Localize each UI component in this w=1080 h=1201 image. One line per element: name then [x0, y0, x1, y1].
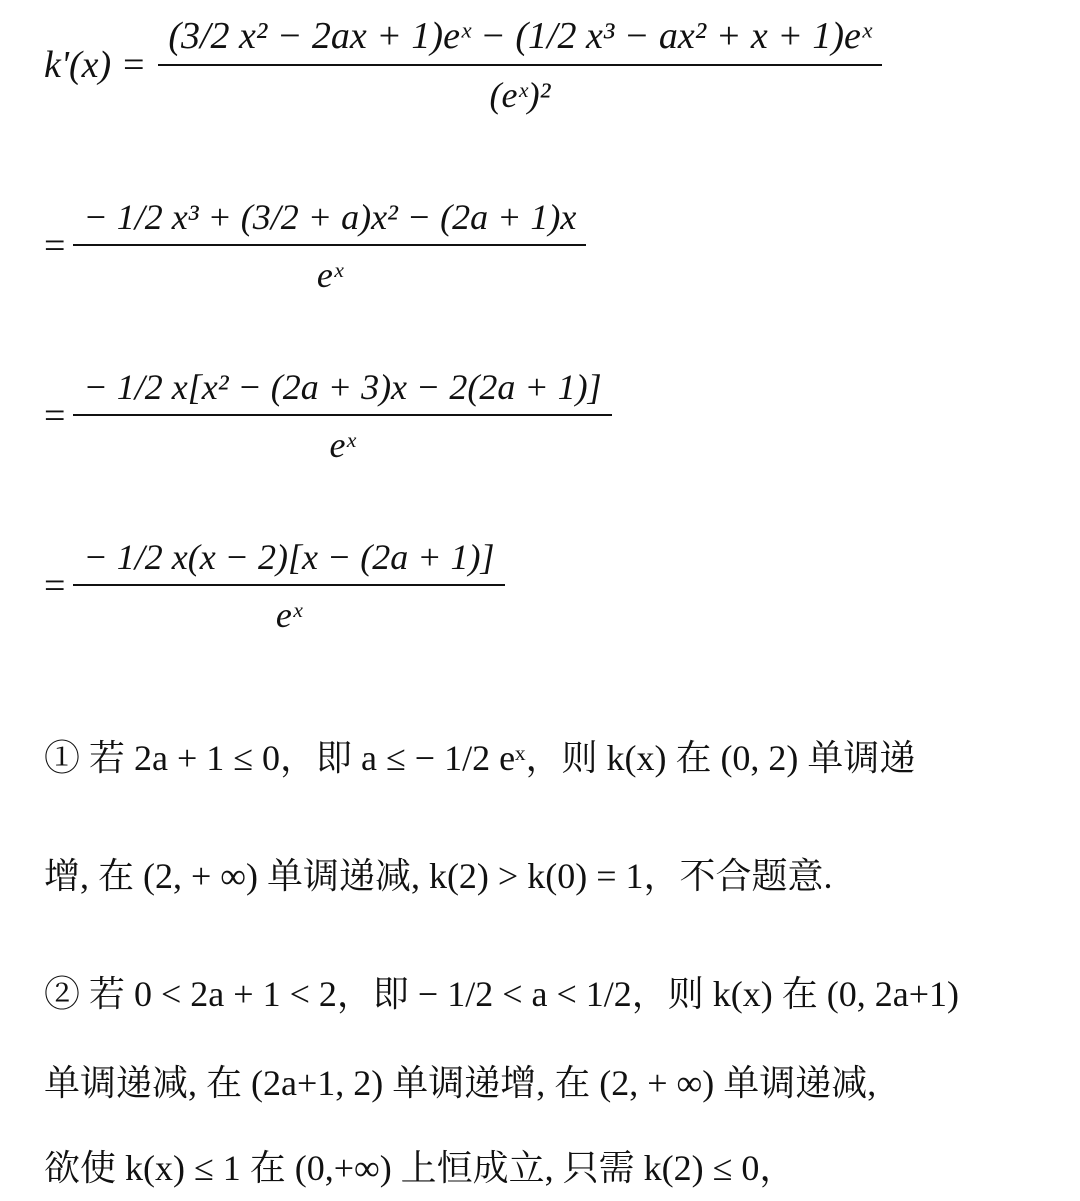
equals-sign: =: [44, 225, 66, 267]
fraction: [73, 536, 504, 636]
denominator: eˣ: [275, 595, 303, 635]
fraction: [73, 196, 586, 296]
derivative-step-4: [44, 536, 505, 636]
denominator: eˣ: [316, 255, 343, 295]
case-2-line-1: ② 若 0 < 2a + 1 < 2，即 − 1/2 < a < 1/2，则 k(x) 在 (0, 2a+1): [44, 974, 960, 1014]
case-2-line-3: 欲使 k(x) ≤ 1 在 (0,+∞) 上恒成立, 只需 k(2) ≤ 0，: [44, 1148, 796, 1188]
fraction: [73, 366, 611, 466]
equals-sign: =: [44, 395, 66, 437]
numerator: − 1/2 x³ + (3/2 + a)x² − (2a + 1)x: [83, 197, 577, 237]
numerator: (3/2 x² − 2ax + 1)eˣ − (1/2 x³ − ax² + x + 1)eˣ: [168, 15, 872, 57]
denominator: (eˣ)²: [489, 75, 551, 115]
derivative-step-3: [44, 366, 612, 466]
fraction: [158, 14, 881, 116]
derivative-step-1: [44, 14, 882, 116]
case-2-line-2: 单调递减, 在 (2a+1, 2) 单调递增, 在 (2, + ∞) 单调递减,: [44, 1063, 877, 1103]
numerator: − 1/2 x(x − 2)[x − (2a + 1)]: [83, 537, 495, 577]
case-1-line-1: ① 若 2a + 1 ≤ 0，即 a ≤ − 1/2 eˣ，则 k(x) 在 (0, 2) 单调递: [44, 738, 916, 778]
numerator: − 1/2 x[x² − (2a + 3)x − 2(2a + 1)]: [83, 367, 602, 407]
case-1-line-2: 增, 在 (2, + ∞) 单调递减, k(2) > k(0) = 1，不合题意.: [44, 856, 833, 896]
derivative-lhs: k'(x) =: [44, 44, 147, 86]
denominator: eˣ: [329, 425, 356, 465]
derivative-step-2: [44, 196, 586, 296]
equals-sign: =: [44, 565, 66, 607]
